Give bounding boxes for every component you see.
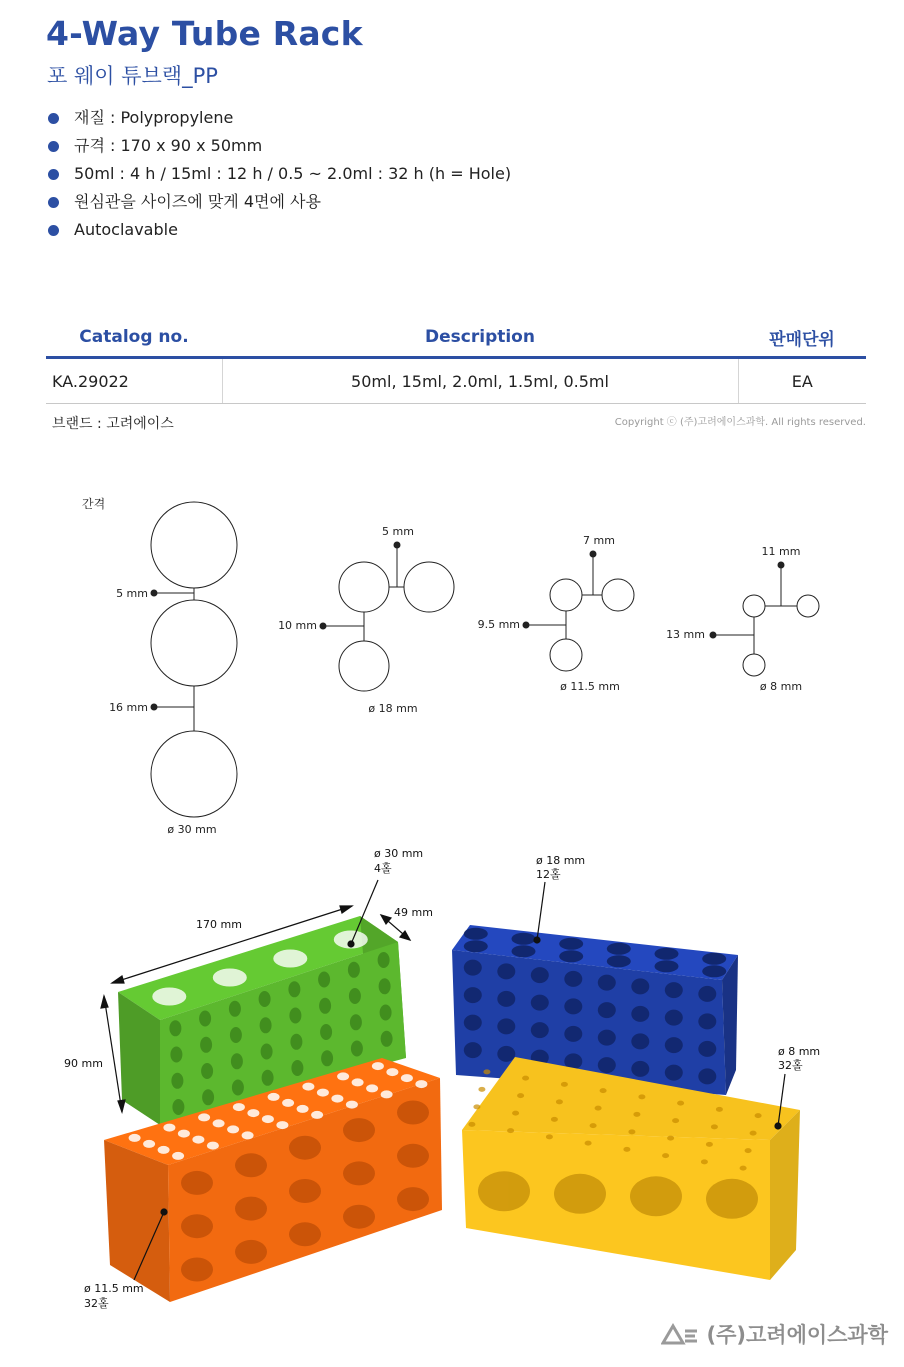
pointer-dot [394,542,400,548]
rack-hole [497,991,515,1007]
rack-hole [464,940,488,952]
green-size-label: ø 30 mm [374,847,424,860]
rack-hole [638,1094,645,1099]
pointer-dot [161,1209,167,1215]
tube-hole-circle [404,562,454,612]
spec-text: 규격 : 170 x 90 x 50mm [74,136,263,155]
rack-hole [701,1159,708,1164]
rack-hole [158,1146,170,1154]
width-label: 49 mm [394,906,433,919]
rack-hole [337,1072,349,1080]
rack-hole [464,960,482,976]
rack-photo [0,840,904,1320]
bullet-icon [48,197,59,208]
pointer-dot [348,941,354,947]
rack-hole [607,955,631,967]
blue-rack [452,925,738,1095]
spec-text: 원심관을 사이즈에 맞게 4면에 사용 [74,192,321,211]
rack-hole [319,998,331,1014]
rack-hole [320,1024,332,1040]
rack-hole [512,933,536,945]
pointer-dot [523,622,529,628]
rack-hole [227,1125,239,1133]
tube-hole-circle [339,641,389,691]
tube-hole-circle [602,579,634,611]
orange-holes-label: 32홀 [84,1297,109,1310]
left-gap-label: 10 mm [278,619,317,632]
rack-hole [380,1005,392,1021]
rack-hole [554,1174,606,1214]
tube-hole-circle [151,600,237,686]
rack-hole [262,1115,274,1123]
rack-hole [665,1037,683,1053]
spec-text: 재질 : Polypropylene [74,108,234,127]
rack-hole [706,1142,713,1147]
tube-hole-circle [151,731,237,817]
rack-hole [297,1105,309,1113]
rack-hole [464,928,488,940]
rack-hole [512,1111,519,1116]
rack-hole [169,1020,181,1036]
catalog-number: KA.29022 [46,358,222,404]
rack-hole [311,1111,323,1119]
rack-hole [464,987,482,1003]
rack-hole [740,1166,747,1171]
bullet-icon [48,141,59,152]
green-holes-label: 4홀 [374,862,392,875]
company-logo [661,1319,888,1349]
pointer-dot [710,632,716,638]
tube-hole-circle [797,595,819,617]
spacing-30mm [109,502,237,836]
rack-hole [276,1121,288,1129]
rack-hole [291,1060,303,1076]
rack-hole [181,1171,213,1195]
rack-hole [517,1093,524,1098]
spec-text: Autoclavable [74,220,178,239]
rack-hole [473,1104,480,1109]
yellow-holes-label: 32홀 [778,1059,803,1072]
rack-hole [163,1124,175,1132]
diameter-label: ø 11.5 mm [560,680,620,693]
rack-hole [351,1041,363,1057]
rack-hole [698,1041,716,1057]
rack-hole [415,1080,427,1088]
company-name: (주)고려에이스과학 [706,1323,888,1347]
rack-hole [282,1099,294,1107]
tube-hole-circle [743,595,765,617]
rack-hole [207,1142,219,1150]
yellow-size-label: ø 8 mm [778,1045,821,1058]
rack-hole [152,988,186,1006]
rack-hole [378,952,390,968]
rack-hole [750,1131,757,1136]
rack-hole [231,1053,243,1069]
gap-label: 5 mm [116,587,148,600]
rack-hole [531,995,549,1011]
rack-hole [745,1148,752,1153]
rack-hole [290,1034,302,1050]
yellow-rack [462,1057,800,1280]
spec-item [46,188,511,216]
rack-hole [483,1069,490,1074]
rack-hole [289,1008,301,1024]
rack-hole [711,1124,718,1129]
rack-hole [397,1187,429,1211]
rack-hole [343,1118,375,1142]
rack-hole [677,1101,684,1106]
rack-hole [556,1099,563,1104]
rack-hole [598,1057,616,1073]
rack-hole [366,1084,378,1092]
product-subtitle: 포 웨이 튜브랙_PP [47,64,218,88]
rack-hole [372,1062,384,1070]
spacing-8mm [666,545,819,693]
rack-hole [200,1037,212,1053]
rack-hole [497,1046,515,1062]
blue-size-label: ø 18 mm [536,854,586,867]
rack-hole [702,965,726,977]
tube-hole-circle [339,562,389,612]
rack-hole [317,1089,329,1097]
rack-hole [213,969,247,987]
rack-hole [213,1119,225,1127]
rack-hole [631,1033,649,1049]
rack-hole [478,1087,485,1092]
rack-hole [464,1042,482,1058]
rack-hole [607,943,631,955]
spec-item [46,132,511,160]
unit-cell: EA [738,358,866,404]
rack-hole [178,1130,190,1138]
spec-item [46,160,511,188]
pointer-line [537,882,545,940]
rack-hole [600,1088,607,1093]
copyright-text: Copyright ⓒ (주)고려에이스과학. All rights reserved. [614,417,866,428]
rack-hole [662,1153,669,1158]
rack-hole [318,972,330,988]
rack-hole [630,1176,682,1216]
pointer-dot [151,704,157,710]
spacing-11-5mm [478,534,634,693]
rack-hole [631,1061,649,1077]
rack-hole [343,1205,375,1229]
rack-hole [507,1128,514,1133]
bullet-icon [48,225,59,236]
rack-hole [665,1010,683,1026]
rack-hole [346,1101,358,1109]
rack-hole [379,978,391,994]
rack-hole [172,1152,184,1160]
rack-hole [546,1134,553,1139]
rack-hole [633,1112,640,1117]
catalog-table [46,318,866,404]
description-cell: 50ml, 15ml, 2.0ml, 1.5ml, 0.5ml [222,358,738,404]
rack-hole [289,1222,321,1246]
bullet-icon [48,169,59,180]
product-title: 4-Way Tube Rack [46,14,363,53]
rack-hole [381,1031,393,1047]
rack-hole [242,1131,254,1139]
height-label: 90 mm [64,1057,103,1070]
pointer-dot [151,590,157,596]
col-header-description: Description [222,318,738,358]
rack-hole [623,1147,630,1152]
rack-hole [273,950,307,968]
rack-hole [260,1017,272,1033]
rack-hole [348,962,360,978]
rack-hole [598,1030,616,1046]
pointer-dot [778,562,784,568]
rack-hole [667,1136,674,1141]
yellow-rack-side [770,1110,800,1280]
spec-item [46,104,511,132]
diameter-label: ø 18 mm [368,702,418,715]
rack-hole [598,975,616,991]
rack-hole [698,986,716,1002]
rack-hole [672,1118,679,1123]
rack-hole [289,1136,321,1160]
rack-hole [590,1123,597,1128]
diameter-label: ø 8 mm [759,680,803,693]
top-gap-label: 5 mm [382,525,414,538]
rack-hole [172,1099,184,1115]
tube-hole-circle [743,654,765,676]
rack-hole [268,1093,280,1101]
top-gap-label: 11 mm [761,545,801,558]
rack-hole [199,1011,211,1027]
rack-hole [631,978,649,994]
rack-hole [289,1179,321,1203]
rack-hole [288,981,300,997]
tube-hole-circle [550,579,582,611]
rack-hole [512,945,536,957]
rack-hole [564,1026,582,1042]
rack-hole [531,1022,549,1038]
rack-hole [595,1106,602,1111]
rack-hole [628,1129,635,1134]
orange-size-label: ø 11.5 mm [84,1282,144,1295]
top-gap-label: 7 mm [583,534,615,547]
brand-label: 브랜드 : 고려에이스 [52,416,174,432]
rack-hole [233,1103,245,1111]
ace-logo-icon [661,1323,701,1345]
rack-hole [229,1001,241,1017]
rack-hole [478,1171,530,1211]
rack-hole [655,948,679,960]
spec-list [46,104,511,244]
rack-hole [531,967,549,983]
rack-hole [559,950,583,962]
rack-hole [129,1134,141,1142]
rack-hole [401,1074,413,1082]
rack-hole [522,1076,529,1081]
rack-hole [468,1122,475,1127]
left-gap-label: 13 mm [666,628,705,641]
pointer-dot [320,623,326,629]
rack-hole [198,1113,210,1121]
rack-hole [235,1197,267,1221]
rack-hole [655,960,679,972]
pointer-dot [775,1123,781,1129]
rack-hole [350,1014,362,1030]
rack-hole [551,1117,558,1122]
left-gap-label: 9.5 mm [477,618,520,631]
rack-hole [181,1214,213,1238]
rack-hole [397,1101,429,1125]
rack-hole [716,1107,723,1112]
rack-hole [262,1070,274,1086]
tube-hole-circle [151,502,237,588]
rack-hole [235,1240,267,1264]
rack-hole [331,1095,343,1103]
col-header-catalog: Catalog no. [46,318,222,358]
rack-hole [559,938,583,950]
pointer-dot [534,937,540,943]
tube-hole-circle [550,639,582,671]
rack-hole [698,1013,716,1029]
rack-hole [497,963,515,979]
spacing-heading: 간격 [82,497,106,511]
rack-hole [564,971,582,987]
rack-hole [386,1068,398,1076]
rack-hole [665,982,683,998]
rack-hole [755,1113,762,1118]
bullet-icon [48,113,59,124]
rack-hole [170,1047,182,1063]
rack-hole [698,1068,716,1084]
spacing-18mm [278,525,454,715]
rack-hole [302,1083,314,1091]
rack-hole [181,1258,213,1282]
rack-hole [464,1015,482,1031]
rack-hole [497,1018,515,1034]
rack-hole [247,1109,259,1117]
rack-hole [232,1080,244,1096]
rack-hole [235,1153,267,1177]
rack-hole [702,953,726,965]
rack-hole [381,1090,393,1098]
rack-hole [143,1140,155,1148]
pointer-dot [590,551,596,557]
spec-text: 50ml : 4 h / 15ml : 12 h / 0.5 ~ 2.0ml : 32 h (h = Hole) [74,164,512,183]
rack-hole [561,1082,568,1087]
table-row [46,358,866,404]
rack-hole [321,1050,333,1066]
rack-hole [352,1078,364,1086]
rack-hole [397,1144,429,1168]
rack-hole [631,1006,649,1022]
length-label: 170 mm [196,918,242,931]
spec-item [46,216,511,244]
rack-hole [201,1063,213,1079]
rack-hole [259,991,271,1007]
diameter-label: ø 30 mm [167,823,217,836]
pitch-label: 16 mm [109,701,148,714]
rack-hole [706,1179,758,1219]
blue-holes-label: 12홀 [536,868,561,881]
col-header-unit: 판매단위 [738,318,866,358]
rack-hole [665,1065,683,1081]
rack-hole [598,1002,616,1018]
rack-hole [343,1161,375,1185]
rack-hole [230,1027,242,1043]
rack-hole [202,1089,214,1105]
spacing-diagram [0,480,904,840]
rack-hole [349,988,361,1004]
rack-hole [171,1073,183,1089]
rack-hole [564,998,582,1014]
table-header-row [46,318,866,358]
rack-hole [585,1141,592,1146]
rack-hole [192,1136,204,1144]
rack-hole [261,1044,273,1060]
